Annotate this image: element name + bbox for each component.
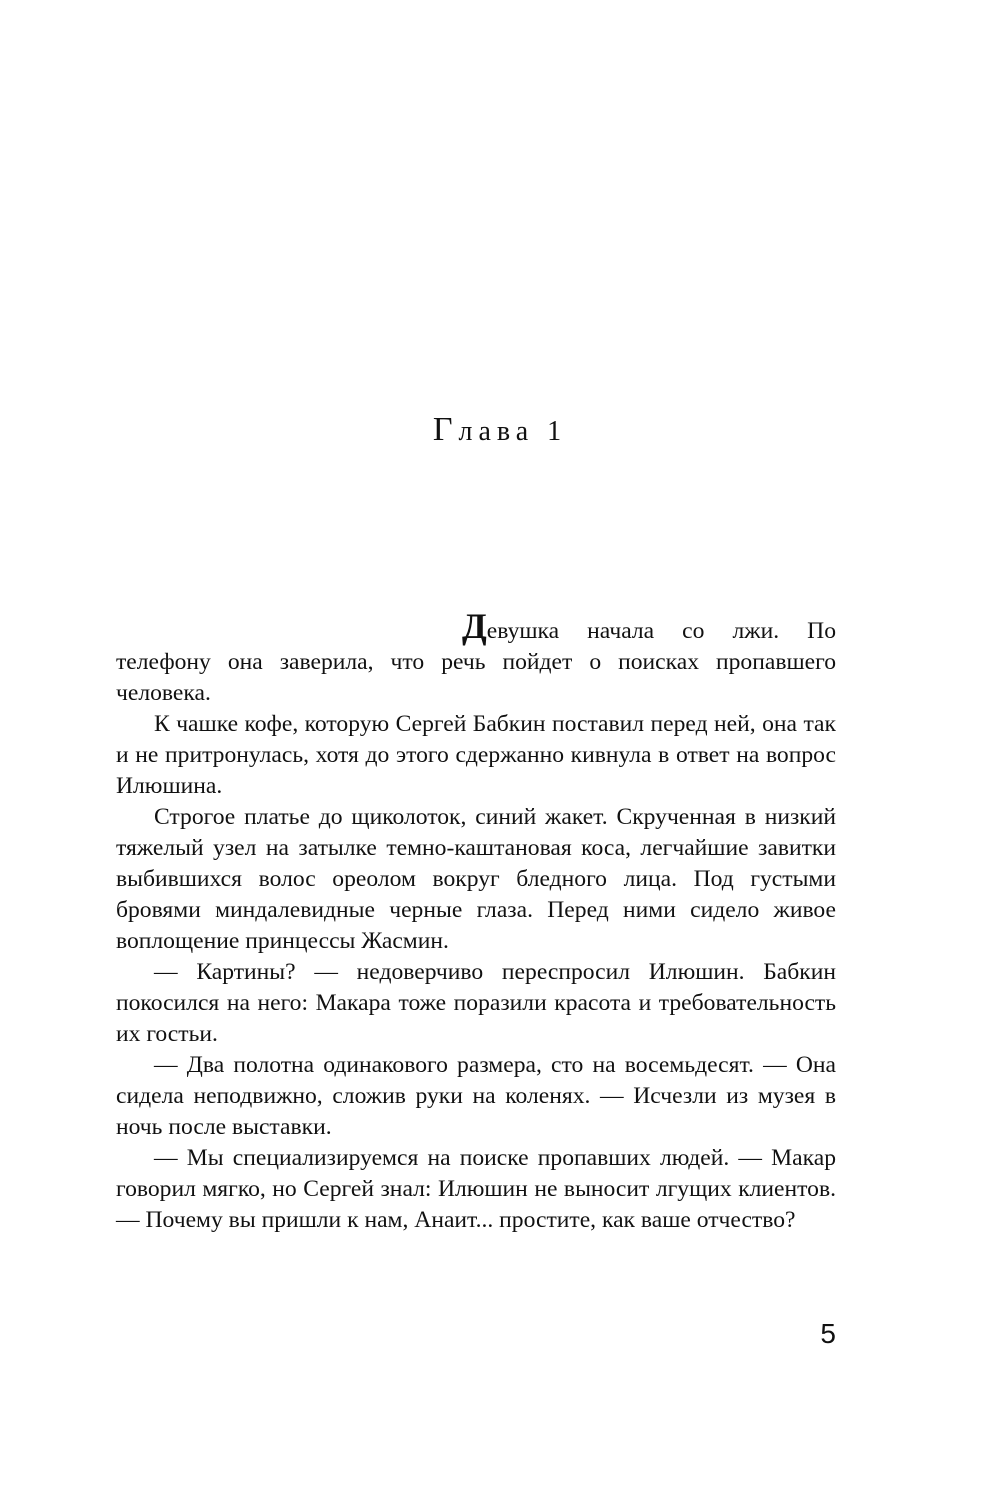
chapter-title [0,411,1000,449]
paragraph-2: К чашке кофе, которую Сергей Бабкин поставил перед ней, она так и не притронулась, хотя до этого сдержанно кивнула в ответ на вопрос Илюшина. [116,711,836,799]
paragraph-4: — Картины? — недоверчиво переспросил Илюшин. Бабкин покосился на него: Макара тоже поразили красота и требовательность их гостьи. [116,959,836,1047]
paragraph-1-text: евушка начала со лжи. По телефону она заверила, что речь пойдет о поисках пропавшего человека. [116,618,836,706]
page-number: 5 [820,1318,836,1349]
drop-cap: Д [462,606,487,646]
paragraph-6: — Мы специализируемся на поиске пропавших людей. — Макар говорил мягко, но Сергей знал: Илюшин не выносит лгущих клиентов. — Почему вы пришли к нам, Анаит... простите, как ваше отчество? [116,1145,836,1233]
chapter-title-rest: лава 1 [458,415,568,447]
paragraph-3: Строгое платье до щиколоток, синий жакет. Скрученная в низкий тяжелый узел на затылке темно-каштановая коса, легчайшие завитки выбившихся волос ореолом вокруг бледного лица. Под густыми бровями миндалевидные черные глаза. Перед ними сидело живое воплощение принцессы Жасмин. [116,804,836,954]
paragraph-5: — Два полотна одинакового размера, сто на восемьдесят. — Она сидела неподвижно, сложив руки на коленях. — Исчезли из музея в ночь после выставки. [116,1052,836,1140]
chapter-title-initial: Г [432,410,459,448]
body-text [116,606,836,1236]
paragraph-1 [116,606,836,709]
